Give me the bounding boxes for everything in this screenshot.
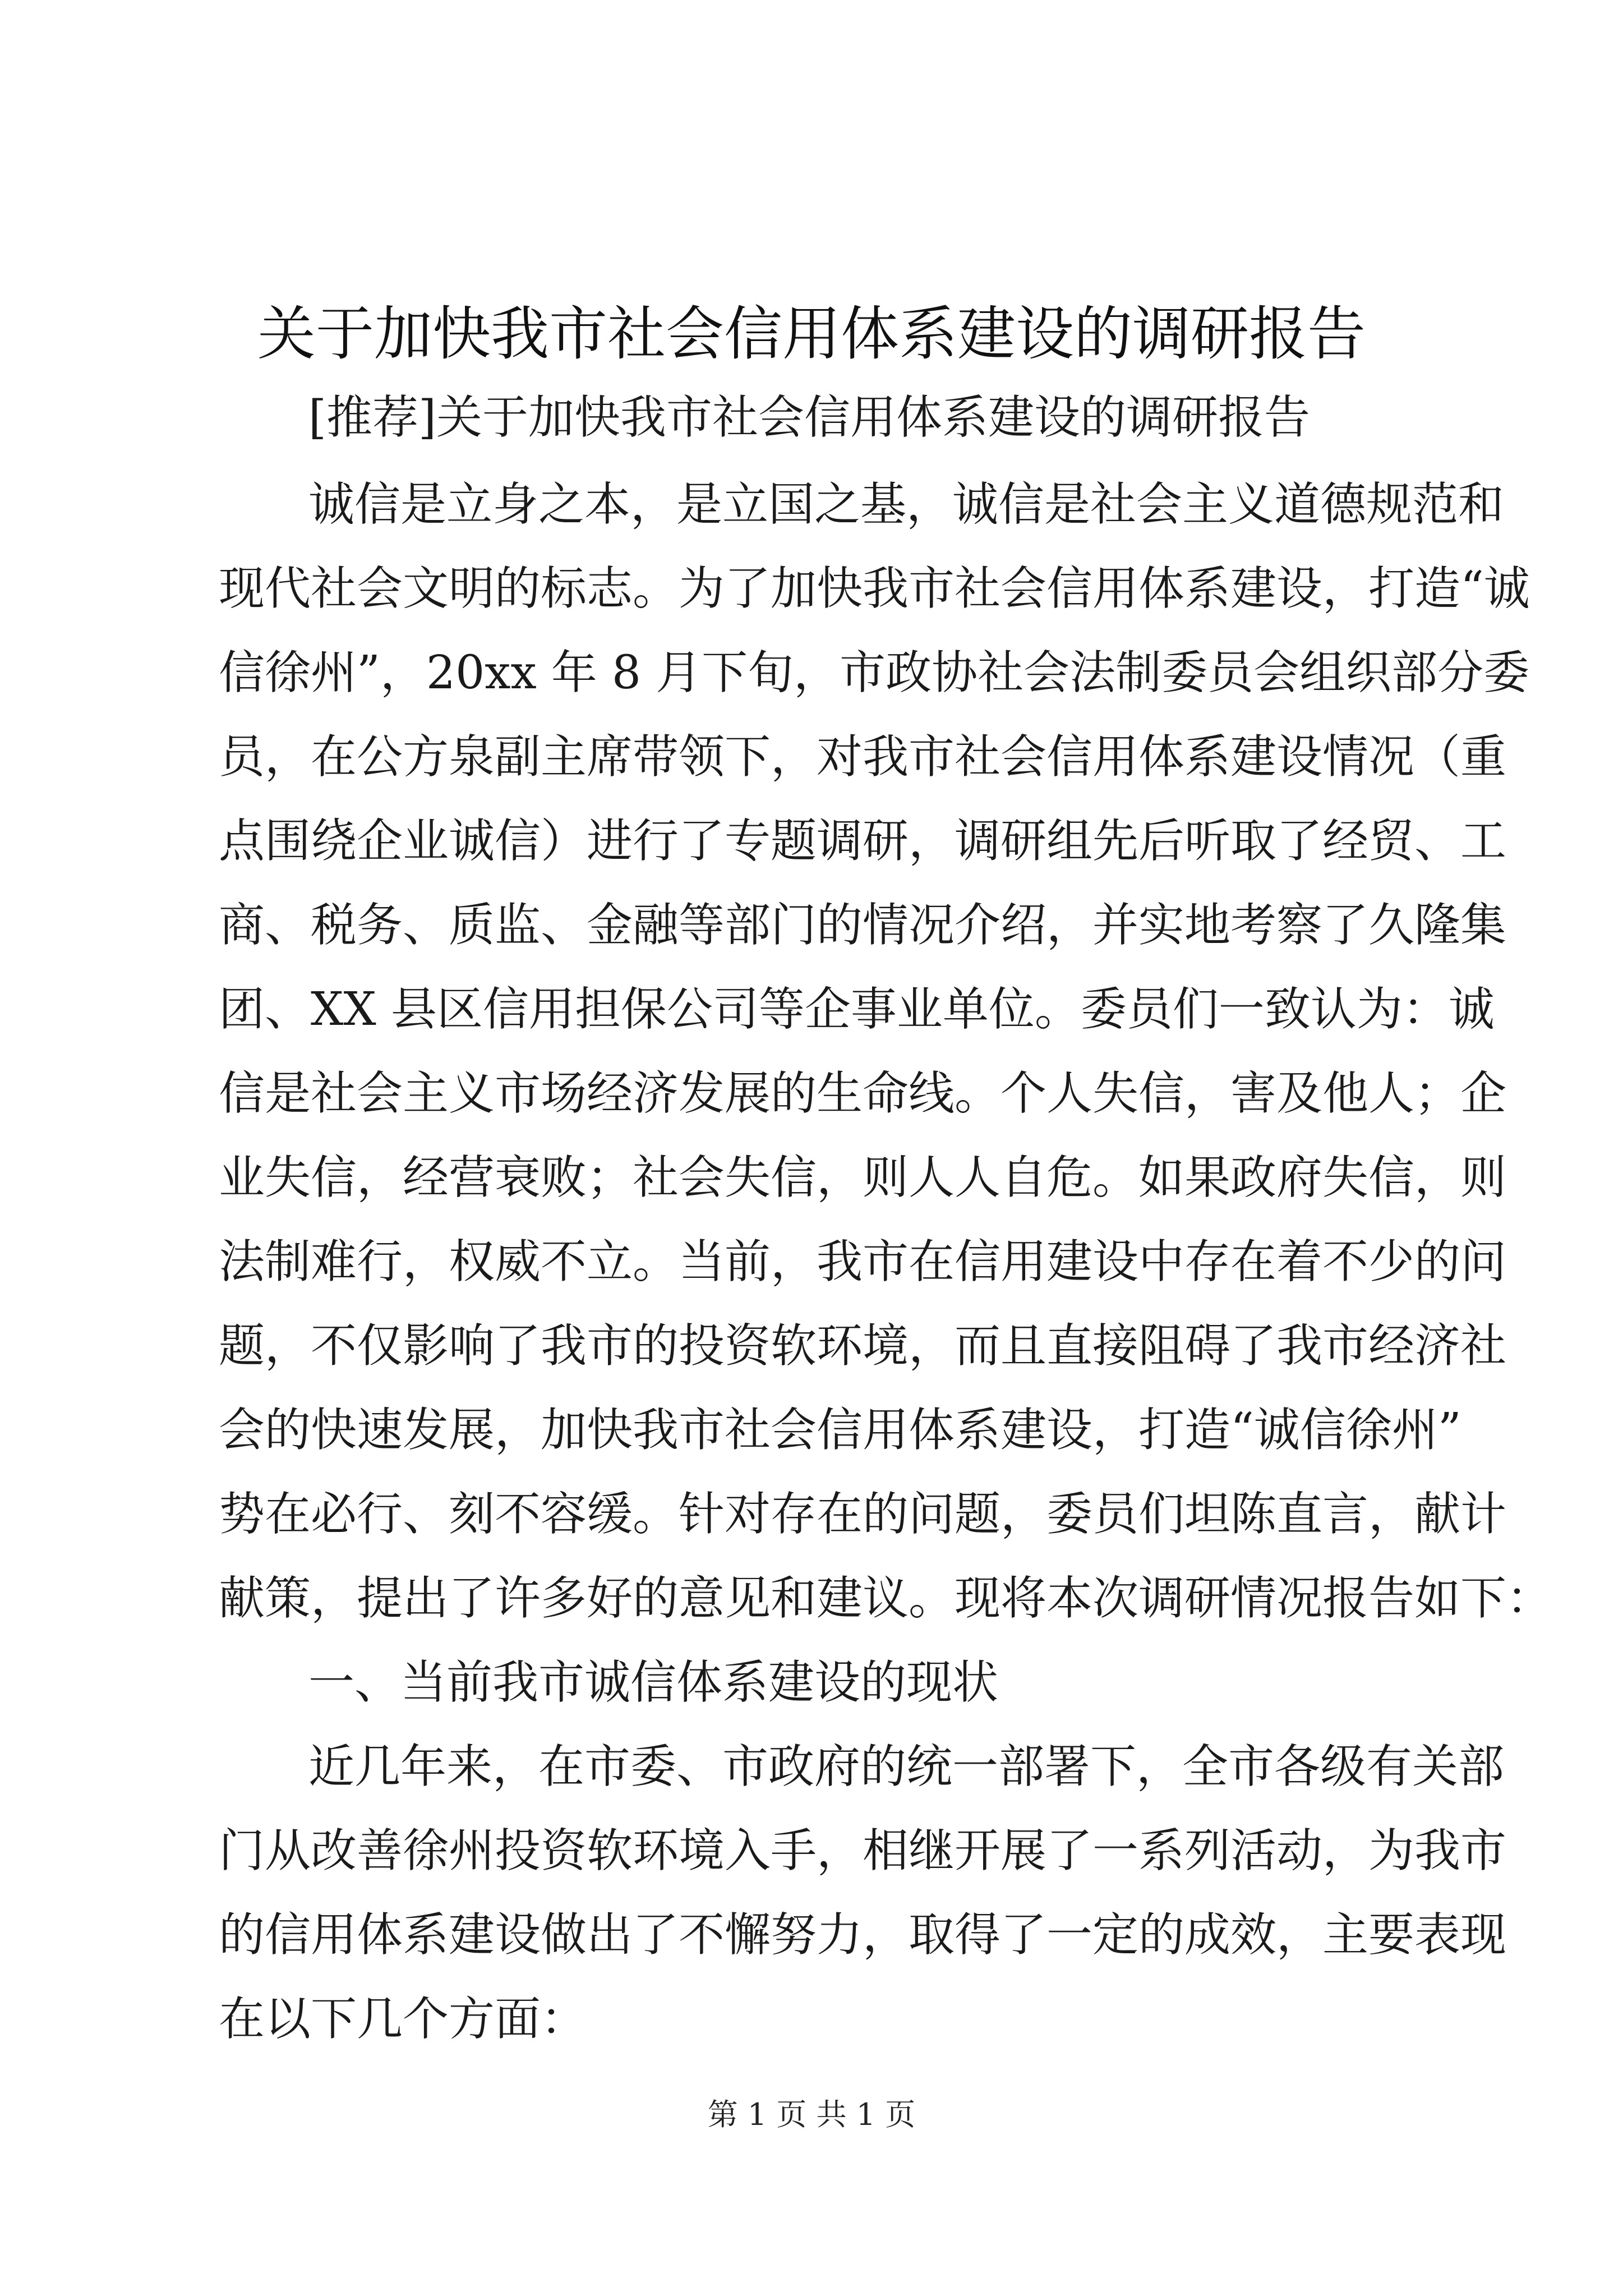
- paragraph-line: 在以下几个方面：: [219, 1993, 587, 2046]
- paragraph-line: 信是社会主义市场经济发展的生命线。个人失信，害及他人；企: [219, 1067, 1507, 1120]
- paragraph-line: 诚信是立身之本，是立国之基，诚信是社会主义道德规范和: [308, 478, 1505, 531]
- paragraph-line: 题，不仅影响了我市的投资软环境，而且直接阻碍了我市经济社: [219, 1319, 1507, 1373]
- recommend-line: [推荐]关于加快我市社会信用体系建设的调研报告: [308, 391, 1310, 444]
- paragraph-line: 近几年来，在市委、市政府的统一部署下，全市各级有关部: [308, 1740, 1505, 1793]
- paragraph-line: 现代社会文明的标志。为了加快我市社会信用体系建设，打造“诚: [219, 562, 1530, 615]
- paragraph-line: 业失信，经营衰败；社会失信，则人人自危。如果政府失信，则: [219, 1151, 1507, 1204]
- paragraph-line: 会的快速发展，加快我市社会信用体系建设，打造“诚信徐州”: [219, 1404, 1461, 1457]
- paragraph-line: 信徐州”，20xx 年 8 月下旬，市政协社会法制委员会组织部分委: [219, 646, 1530, 700]
- paragraph-line: 的信用体系建设做出了不懈努力，取得了一定的成效，主要表现: [219, 1908, 1507, 1962]
- paragraph-line: 门从改善徐州投资软环境入手，相继开展了一系列活动，为我市: [219, 1824, 1507, 1878]
- paragraph-line: 势在必行、刻不容缓。针对存在的问题，委员们坦陈直言，献计: [219, 1488, 1507, 1541]
- paragraph-line: 点围绕企业诚信）进行了专题调研，调研组先后听取了经贸、工: [219, 815, 1507, 868]
- paragraph-line: 献策，提出了许多好的意见和建议。现将本次调研情况报告如下：: [219, 1572, 1553, 1625]
- paragraph-line: 团、XX 县区信用担保公司等企事业单位。委员们一致认为：诚: [219, 983, 1495, 1036]
- page-footer: 第 1 页 共 1 页: [707, 2097, 916, 2132]
- paragraph-line: 员，在公方泉副主席带领下，对我市社会信用体系建设情况（重: [219, 730, 1507, 784]
- paragraph-line: 商、税务、质监、金融等部门的情况介绍，并实地考察了久隆集: [219, 899, 1507, 952]
- document-title: 关于加快我市社会信用体系建设的调研报告: [257, 300, 1366, 368]
- section-heading: 一、当前我市诚信体系建设的现状: [308, 1656, 999, 1709]
- paragraph-line: 法制难行，权威不立。当前，我市在信用建设中存在着不少的问: [219, 1235, 1507, 1289]
